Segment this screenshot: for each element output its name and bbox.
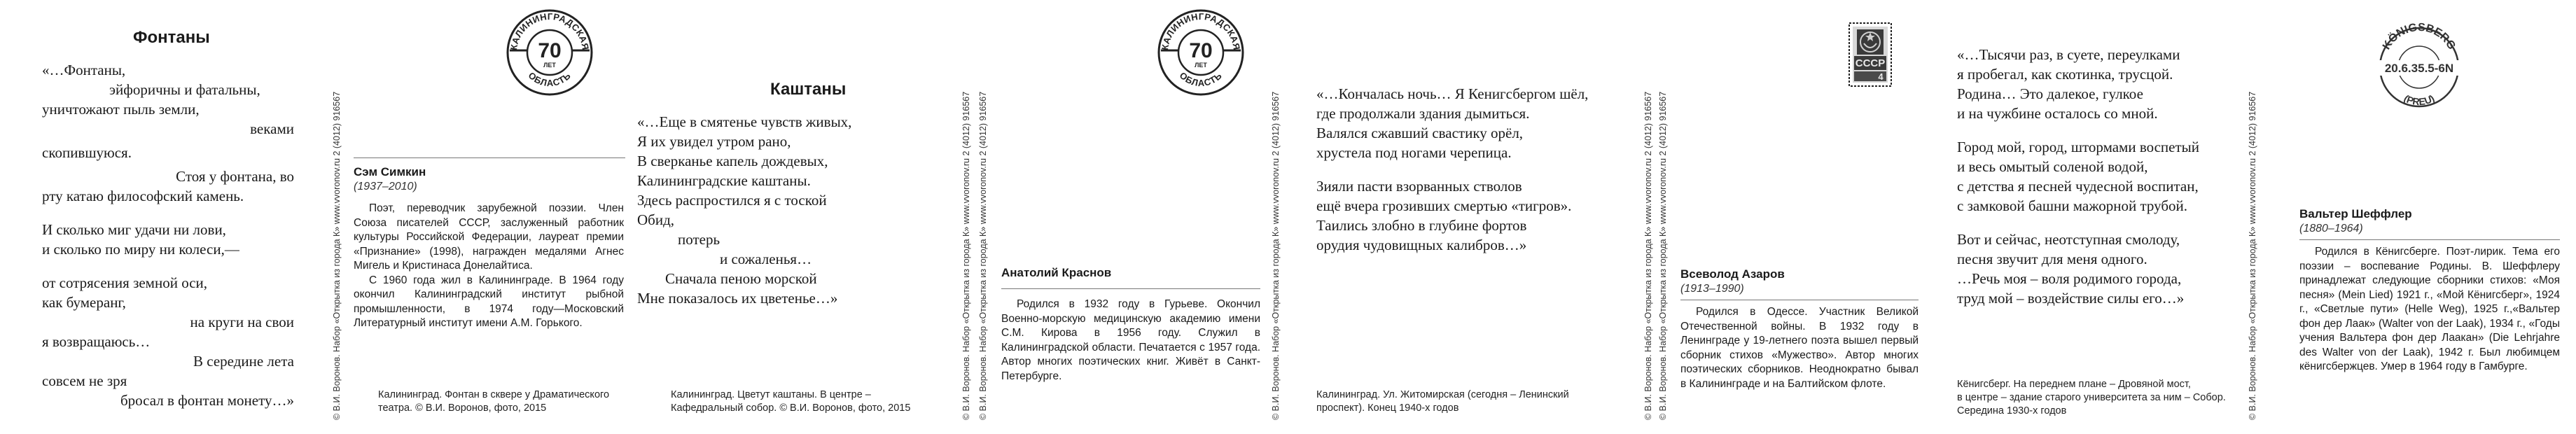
author-years: (1937–2010) — [354, 181, 417, 192]
caption-line: Калининград. Фонтан в сквере у Драматического — [378, 389, 610, 400]
postmark-region-text: (PREU) — [2402, 92, 2437, 108]
postmark-number: 70 — [1189, 39, 1213, 62]
poem-line: совсем не зря — [42, 372, 127, 389]
stamp-value-text: 4 — [1878, 71, 1884, 82]
caption-line: Калининград. Цветут каштаны. В центре – — [671, 389, 871, 400]
author-bio — [1001, 298, 1260, 384]
postmark-bottom-text: ОБЛАСТЬ — [1177, 69, 1225, 89]
author-name: Всеволод Азаров — [1680, 267, 1785, 281]
photo-caption — [1957, 378, 2226, 418]
bio-paragraph: Родился в Одессе. Участник Великой Отечественной войны. В 1932 году в Ленинграде у 19-летнего поэта вышел первый сборник стихов «Мужество». Автор многих поэтических сборников. Неоднократно бывал в Калининграде и на Балтийском флоте. — [1680, 306, 1919, 390]
poem-line: Калининградские каштаны. — [637, 172, 811, 189]
postmark-top-text: КАЛИНИНГРАДСКАЯ — [508, 10, 592, 51]
poem-fountains — [42, 60, 298, 410]
poem-line: В середине лета — [193, 353, 294, 370]
caption-line: Калининград. Ул. Житомирская (сегодня – Ленинский — [1316, 389, 1569, 400]
svg-text:ОБЛАСТЬ — [527, 70, 573, 88]
copyright-strip: © В.И. Воронов. Набор «Открытка из города К» www.vvoronov.ru 2 (4012) 916567 — [1658, 91, 1668, 420]
author-name: Вальтер Шеффлер — [2299, 207, 2412, 220]
poem-line: Здесь распростился я с тоской — [637, 192, 827, 209]
copyright-strip: © В.И. Воронов. Набор «Открытка из города К» www.vvoronov.ru 2 (4012) 916567 — [332, 91, 342, 420]
author-bio — [354, 202, 624, 331]
poem-line: я возвращаюсь… — [42, 333, 151, 350]
copyright-strip: © В.И. Воронов. Набор «Открытка из города К» www.vvoronov.ru 2 (4012) 916567 — [1643, 91, 1653, 420]
poem-line: Сначала пеною морской — [665, 270, 817, 287]
copyright-strip: © В.И. Воронов. Набор «Открытка из города К» www.vvoronov.ru 2 (4012) 916567 — [978, 91, 988, 420]
poem-line: «…Тысячи раз, в суете, переулками — [1957, 46, 2180, 63]
caption-line: Кёнигсберг. На переднем плане – Дровяной мост, — [1957, 379, 2191, 390]
poem-chestnuts — [637, 112, 945, 308]
poem-line: и сожаленья… — [720, 251, 812, 267]
poem-line: В сверканье капель дождевых, — [637, 153, 828, 169]
poem-line: эйфоричны и фатальны, — [109, 81, 260, 98]
poem-line: где продолжали здания дымиться. — [1316, 105, 1530, 122]
copyright-strip: © В.И. Воронов. Набор «Открытка из города К» www.vvoronov.ru 2 (4012) 916567 — [2248, 91, 2257, 420]
poem-line: с замковой башни мажорной трубой. — [1957, 197, 2188, 214]
poem-line: на круги на свои — [190, 314, 294, 330]
poem-line: и сколько по миру ни колеси,— — [42, 241, 239, 258]
postmark-sub: ЛЕТ — [1195, 62, 1207, 69]
caption-line: проспект). Конец 1940-х годов — [1316, 402, 1459, 414]
caption-line: Кафедральный собор. © В.И. Воронов, фото, 2015 — [671, 402, 911, 414]
postmark-sub: ЛЕТ — [543, 62, 556, 69]
author-bio — [2299, 245, 2560, 374]
author-bio — [1680, 305, 1919, 391]
postmark-city-text: KÖNIGSBERG — [2380, 21, 2458, 52]
poem-line: уничтожают пыль земли, — [42, 101, 200, 118]
caption-line: театра. © В.И. Воронов, фото, 2015 — [378, 402, 547, 414]
poem-line: Вот и сейчас, неотступная смолоду, — [1957, 231, 2180, 248]
poem-line: от сотрясения земной оси, — [42, 274, 208, 291]
konigsberg-postmark — [2370, 21, 2468, 112]
poem-line: Город мой, город, штормами воспетый — [1957, 139, 2200, 155]
poem-line: потерь — [678, 231, 720, 248]
poem-line: хрустела под ногами черепица. — [1316, 144, 1512, 161]
poem-line: как бумеранг, — [42, 294, 126, 311]
photo-caption — [1316, 388, 1569, 415]
poem-line: Валялся сжавший свастику орёл, — [1316, 125, 1524, 141]
poem-line: …Речь моя – воля родимого города, — [1957, 270, 2182, 287]
author-years: (1913–1990) — [1680, 283, 1744, 295]
svg-text:KÖNIGSBERG — [2381, 22, 2458, 52]
poem-line: «…Фонтаны, — [42, 62, 126, 78]
poem-line: «…Кончалась ночь… Я Кенигсбергом шёл, — [1316, 85, 1589, 102]
poem-line: труд мой – воздействие силы его…» — [1957, 290, 2185, 307]
poem-line: скопившуюся. — [42, 144, 132, 161]
poem-line: песня звучит для меня одного. — [1957, 251, 2147, 267]
caption-line: в центре – здание старого университета за ним – Собор. — [1957, 392, 2226, 403]
poem-title-chestnuts: Каштаны — [770, 80, 847, 99]
ussr-postage-stamp — [1849, 22, 1892, 87]
poem-line: веками — [250, 120, 294, 137]
poem-line: и весь омытый соленой водой, — [1957, 158, 2148, 175]
poem-line: с детства я песней чудесной воспитан, — [1957, 178, 2199, 195]
poem-title-fountains: Фонтаны — [133, 28, 210, 47]
anniversary-postmark — [1155, 7, 1246, 98]
poem-konigsberg-night — [1316, 84, 1645, 255]
stamp-country-text: СССР — [1855, 57, 1886, 69]
author-name: Анатолий Краснов — [1001, 266, 1112, 279]
svg-text:ОБЛАСТЬ — [1178, 70, 1225, 88]
poem-line: и на чужбине осталось со мной. — [1957, 105, 2158, 122]
postmark-top-text: КАЛИНИНГРАДСКАЯ — [1160, 10, 1243, 51]
poem-line: я пробегал, как скотинка, трусцой. — [1957, 66, 2173, 83]
bio-paragraph: С 1960 года жил в Калининграде. В 1964 году окончил Калининградский институт рыбной промышленности, в 1974 году—Московский Литературный институт имени А.М. Горького. — [354, 274, 624, 329]
poem-line: Зияли пасти взорванных стволов — [1316, 178, 1522, 195]
caption-line: Середина 1930-х годов — [1957, 405, 2067, 416]
anniversary-postmark — [504, 7, 595, 98]
poem-line: «…Еще в смятенье чувств живых, — [637, 113, 852, 130]
poem-line: ещё вчера грозивших смертью «тигров». — [1316, 197, 1572, 214]
photo-caption — [671, 388, 910, 415]
postmark-number: 70 — [538, 39, 562, 62]
copyright-strip: © В.И. Воронов. Набор «Открытка из города К» www.vvoronov.ru 2 (4012) 916567 — [961, 91, 971, 420]
bio-paragraph: Поэт, переводчик зарубежной поэзии. Член Союза писателей СССР, заслуженный работник культуры Российской Федерации, лауреат премии «Признание» (1998), награжден медалями Агнес Мигель и Кристинаса Донелайтиса. — [354, 202, 624, 272]
copyright-strip: © В.И. Воронов. Набор «Открытка из города К» www.vvoronov.ru 2 (4012) 916567 — [1271, 91, 1281, 420]
poem-line: Мне показалось их цветенье…» — [637, 290, 838, 307]
poem-line: Родина… Это далекое, гулкое — [1957, 85, 2143, 102]
poem-line: бросал в фонтан монету…» — [120, 392, 294, 409]
poem-line: Обид, — [637, 211, 675, 228]
bio-paragraph: Родился в 1932 году в Гурьеве. Окончил Военно-морскую медицинскую академию имени С.М. Кирова в 1956 году. Служил в Калининградской области. Печатается с 1957 года. Автор многих поэтических книг. Живёт в Санкт-Петербурге. — [1001, 298, 1260, 382]
poem-line: Таились злобно в глубине фортов — [1316, 217, 1527, 234]
poem-line: И сколько миг удачи ни лови, — [42, 221, 226, 238]
author-name: Сэм Симкин — [354, 165, 426, 178]
bio-paragraph: Родился в Кёнигсберге. Поэт-лирик. Тема его поэзии – воспевание Родины. В. Шеффлеру принадлежат следующие сборники стихов: «Моя песня» (Mein Lied) 1921 г., «Мой Кёнигсберг», 1924 г., «Светлые пути» (Helle Weg), 1925 г.,«Вальтер фон дер Лаак» (Walter von der Laak), 1934 г., «Годы учения Вальтера фон дер Лаакан» (Die Lehrjahre des Walter von der Laak), 1942 г. Был любимцем кёнигсбержцев. Умер в 1964 году в Гамбурге. — [2299, 246, 2560, 372]
poem-hometown — [1957, 45, 2265, 308]
postmark-date-text: 20.6.35.5-6N — [2384, 62, 2454, 75]
poem-line: Стоя у фонтана, во — [176, 168, 294, 185]
photo-caption — [378, 388, 609, 415]
postmark-bottom-text: ОБЛАСТЬ — [526, 69, 573, 89]
poem-line: Я их увидел утром рано, — [637, 133, 791, 150]
poem-line: рту катаю философский камень. — [42, 188, 244, 204]
author-years: (1880–1964) — [2299, 223, 2363, 234]
poem-line: орудия чудовищных калибров…» — [1316, 237, 1527, 253]
